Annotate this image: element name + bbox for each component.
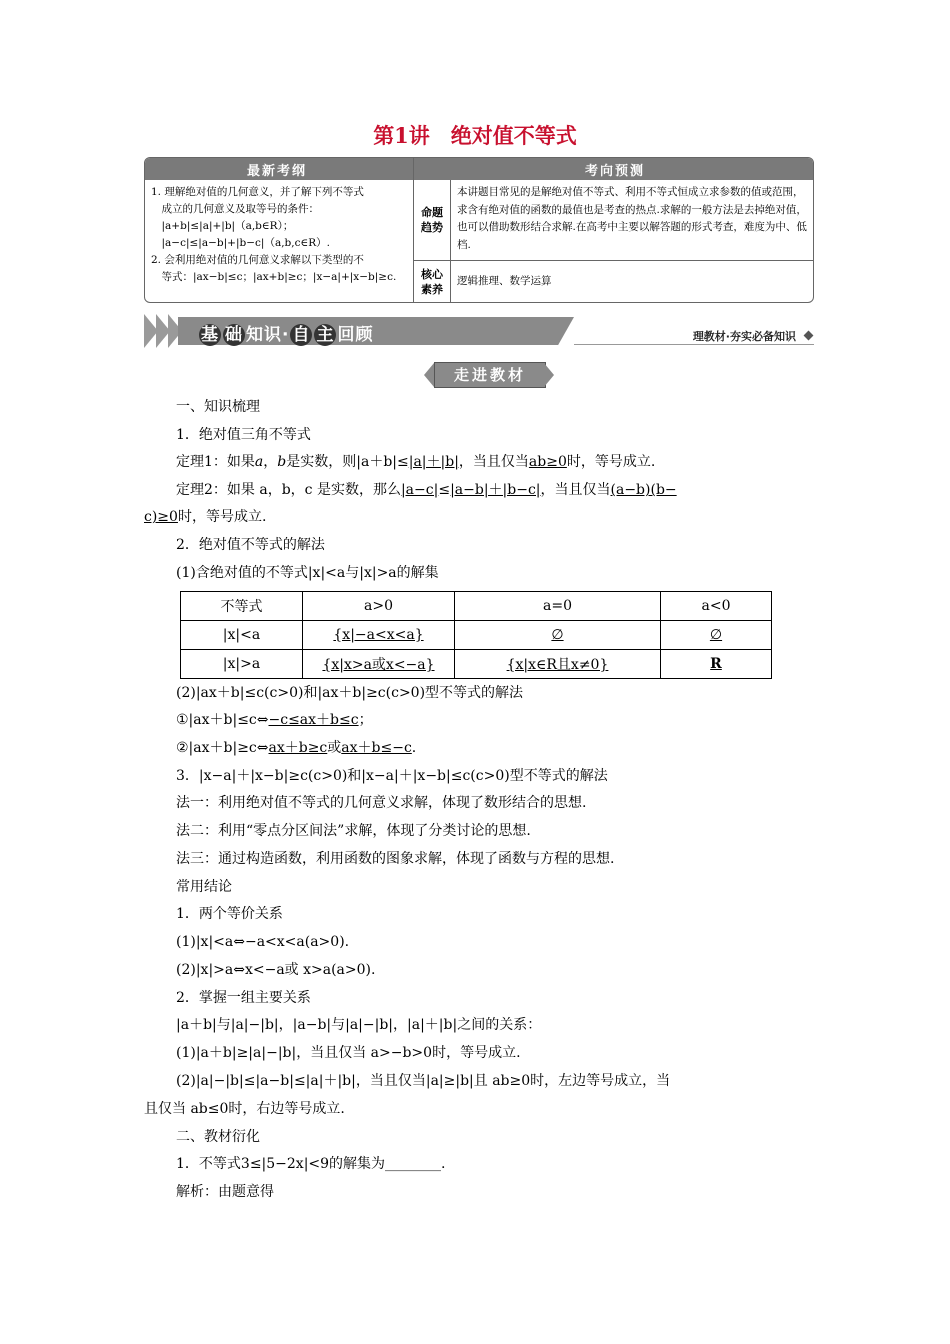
text: b [277, 454, 287, 470]
conclusion-2-2-cont: 且仅当 ab≤0时，右边等号成立. [144, 1101, 345, 1117]
answer-blank: ∅ [709, 627, 723, 643]
conclusion-1-2: (2)|x|>a⇔x<−a或 x>a(a>0). [176, 962, 376, 978]
banner-char: 自 [292, 325, 311, 345]
solution-table [180, 591, 772, 679]
text: 或 [327, 740, 342, 756]
subheading-triangle: 1．绝对值三角不等式 [176, 427, 311, 443]
right-arrow-icon [544, 363, 554, 387]
answer-blank: {x|−a<x<a} [333, 627, 424, 643]
text: 时，等号成立. [177, 509, 267, 525]
trend-label-1: 命题 [421, 206, 443, 219]
diamond-icon [804, 331, 814, 341]
syllabus-box-header [145, 158, 813, 180]
subheading-solving: 2．绝对值不等式的解法 [176, 537, 325, 553]
subheading-solution-set: (1)含绝对值的不等式|x|<a与|x|>a的解集 [176, 565, 439, 581]
table-cell [303, 650, 455, 679]
sub-banner [424, 362, 554, 388]
table-cell [661, 650, 772, 679]
text: ，当且仅当 [458, 454, 529, 470]
trend-text: 本讲题目常见的是解绝对值不等式、利用不等式恒成立求参数的值或范围，求含有绝对值的函数的最值也是考查的热点.求解的一般方法是去掉绝对值，也可以借助数形结合求解.在高考中主要以解答题的形式考查，难度为中、低档. [457, 186, 807, 251]
conclusion-2-0: |a＋b|与|a|−|b|，|a−b|与|a|−|b|，|a|＋|b|之间的关系： [176, 1017, 542, 1033]
question-1: 1．不等式3≤|5−2x|<9的解集为________. [176, 1156, 446, 1172]
trend-label [414, 180, 451, 260]
banner-rule [574, 344, 814, 345]
left-header: 最新考纲 [247, 164, 308, 179]
theorem-2 [176, 480, 677, 500]
text: ②|ax＋b|≥c⇔ [176, 740, 269, 756]
table-cell [455, 621, 661, 650]
conclusion-1: 1．两个等价关系 [176, 906, 283, 922]
table-cell: 不等式 [181, 592, 303, 621]
syllabus-line: 成立的几何意义及取等号的条件： [151, 203, 319, 215]
table-cell [303, 621, 455, 650]
syllabus-line: 1. 理解绝对值的几何意义，并了解下列不等式 [151, 186, 364, 198]
equivalence-2 [176, 738, 416, 758]
text: 定理2：如果 a，b，c 是实数，那么 [176, 482, 401, 498]
literacy-text: 逻辑推理、数学运算 [457, 275, 552, 287]
text: a [254, 454, 264, 470]
left-arrow-icon [424, 363, 434, 387]
answer-blank: c)≥0 [144, 509, 178, 525]
table-cell [455, 650, 661, 679]
literacy-label-2: 素养 [421, 282, 443, 296]
answer-blank: R [710, 656, 722, 672]
conclusion-2-1: (1)|a＋b|≥|a|−|b|，当且仅当 a>−b>0时，等号成立. [176, 1045, 521, 1061]
answer-blank: ax＋b≤−c [341, 740, 412, 756]
banner-char: 基 [201, 325, 219, 345]
common-conclusions: 常用结论 [176, 879, 232, 895]
question-1-solution: 解析：由题意得 [176, 1184, 274, 1200]
method-1: 法一：利用绝对值不等式的几何意义求解，体现了数形结合的思想. [176, 795, 587, 811]
answer-blank: {x|x>a或x<−a} [322, 657, 435, 673]
table-cell: |x|<a [181, 621, 303, 650]
literacy-row [414, 261, 813, 302]
text: ①|ax＋b|≤c⇔ [176, 712, 269, 728]
answer-blank: {x|x∈R且x≠0} [506, 657, 609, 673]
text: 是实数，则|a＋b|≤ [286, 454, 409, 470]
text: . [411, 740, 417, 756]
text: ； [358, 712, 373, 728]
banner-dot: · [282, 325, 290, 345]
method-2: 法二：利用“零点分区间法”求解，体现了分类讨论的思想. [176, 823, 531, 839]
text: ， [263, 454, 278, 470]
theorem-2-cont [144, 507, 266, 527]
conclusion-2-2: (2)|a|−|b|≤|a−b|≤|a|＋|b|，当且仅当|a|≥|b|且 ab≥0时，左边等号成立，当 [176, 1073, 671, 1089]
syllabus-line: 2. 会利用绝对值的几何意义求解以下类型的不 [151, 254, 364, 266]
trend-label-2: 趋势 [421, 221, 443, 234]
syllabus-box [144, 157, 814, 303]
subheading-two-abs: 3．|x−a|＋|x−b|≥c(c>0)和|x−a|＋|x−b|≤c(c>0)型不等式的解法 [176, 768, 608, 784]
answer-blank: |a−c| [400, 482, 439, 498]
text: 定理1：如果 [176, 454, 255, 470]
equivalence-1 [176, 710, 373, 730]
heading-knowledge: 一、知识梳理 [176, 399, 260, 415]
answer-blank: ∅ [551, 627, 564, 643]
sub-banner-label: 走进教材 [434, 362, 546, 388]
text: 时，等号成立. [566, 454, 656, 470]
text: ，当且仅当 [540, 482, 611, 498]
banner-text: 回顾 [337, 325, 374, 345]
page-title: 第1讲 绝对值不等式 [373, 123, 577, 148]
theorem-1 [176, 452, 655, 472]
banner-char: 主 [316, 325, 335, 345]
conclusion-2: 2．掌握一组主要关系 [176, 990, 311, 1006]
section-banner [144, 314, 816, 350]
answer-blank: ab≥0 [528, 454, 567, 470]
syllabus-list [151, 184, 409, 286]
subheading-ax-b: (2)|ax＋b|≤c(c>0)和|ax＋b|≥c(c>0)型不等式的解法 [176, 685, 524, 701]
literacy-label-1: 核心 [421, 267, 443, 281]
table-cell [661, 621, 772, 650]
answer-blank: −c≤ax＋b≤c [268, 712, 359, 728]
method-3: 法三：通过构造函数，利用函数的图象求解，体现了函数与方程的思想. [176, 851, 615, 867]
table-cell: |x|>a [181, 650, 303, 679]
banner-subtitle: 理教材·夯实必备知识 [692, 330, 796, 343]
answer-blank: (a−b)(b− [610, 482, 677, 498]
right-header: 考向预测 [585, 164, 646, 179]
heading-textbook: 二、教材衍化 [176, 1129, 260, 1145]
text: ≤ [438, 482, 451, 498]
conclusion-1-1: (1)|x|<a⇔−a<x<a(a>0). [176, 934, 350, 950]
answer-blank: |a−b|＋|b−c| [450, 482, 541, 498]
answer-blank: |a|＋|b| [408, 454, 459, 470]
table-row [181, 650, 772, 679]
table-cell: a=0 [455, 592, 661, 621]
table-cell: a>0 [303, 592, 455, 621]
banner-char: 础 [225, 325, 243, 345]
table-cell: a<0 [661, 592, 772, 621]
literacy-label [414, 261, 451, 302]
banner-title [198, 320, 373, 346]
answer-blank: ax＋b≥c [268, 740, 328, 756]
syllabus-line: |a+b|≤|a|+|b|（a,b∈R）； [151, 220, 294, 232]
syllabus-line: |a−c|≤|a−b|+|b−c|（a,b,c∈R）. [151, 237, 330, 249]
syllabus-line: 等式：|ax−b|≤c；|ax+b|≥c；|x−a|+|x−b|≥c. [151, 271, 397, 283]
banner-text: 知识 [246, 325, 282, 345]
trend-row [414, 180, 813, 261]
table-header-row [181, 592, 772, 621]
table-row [181, 621, 772, 650]
